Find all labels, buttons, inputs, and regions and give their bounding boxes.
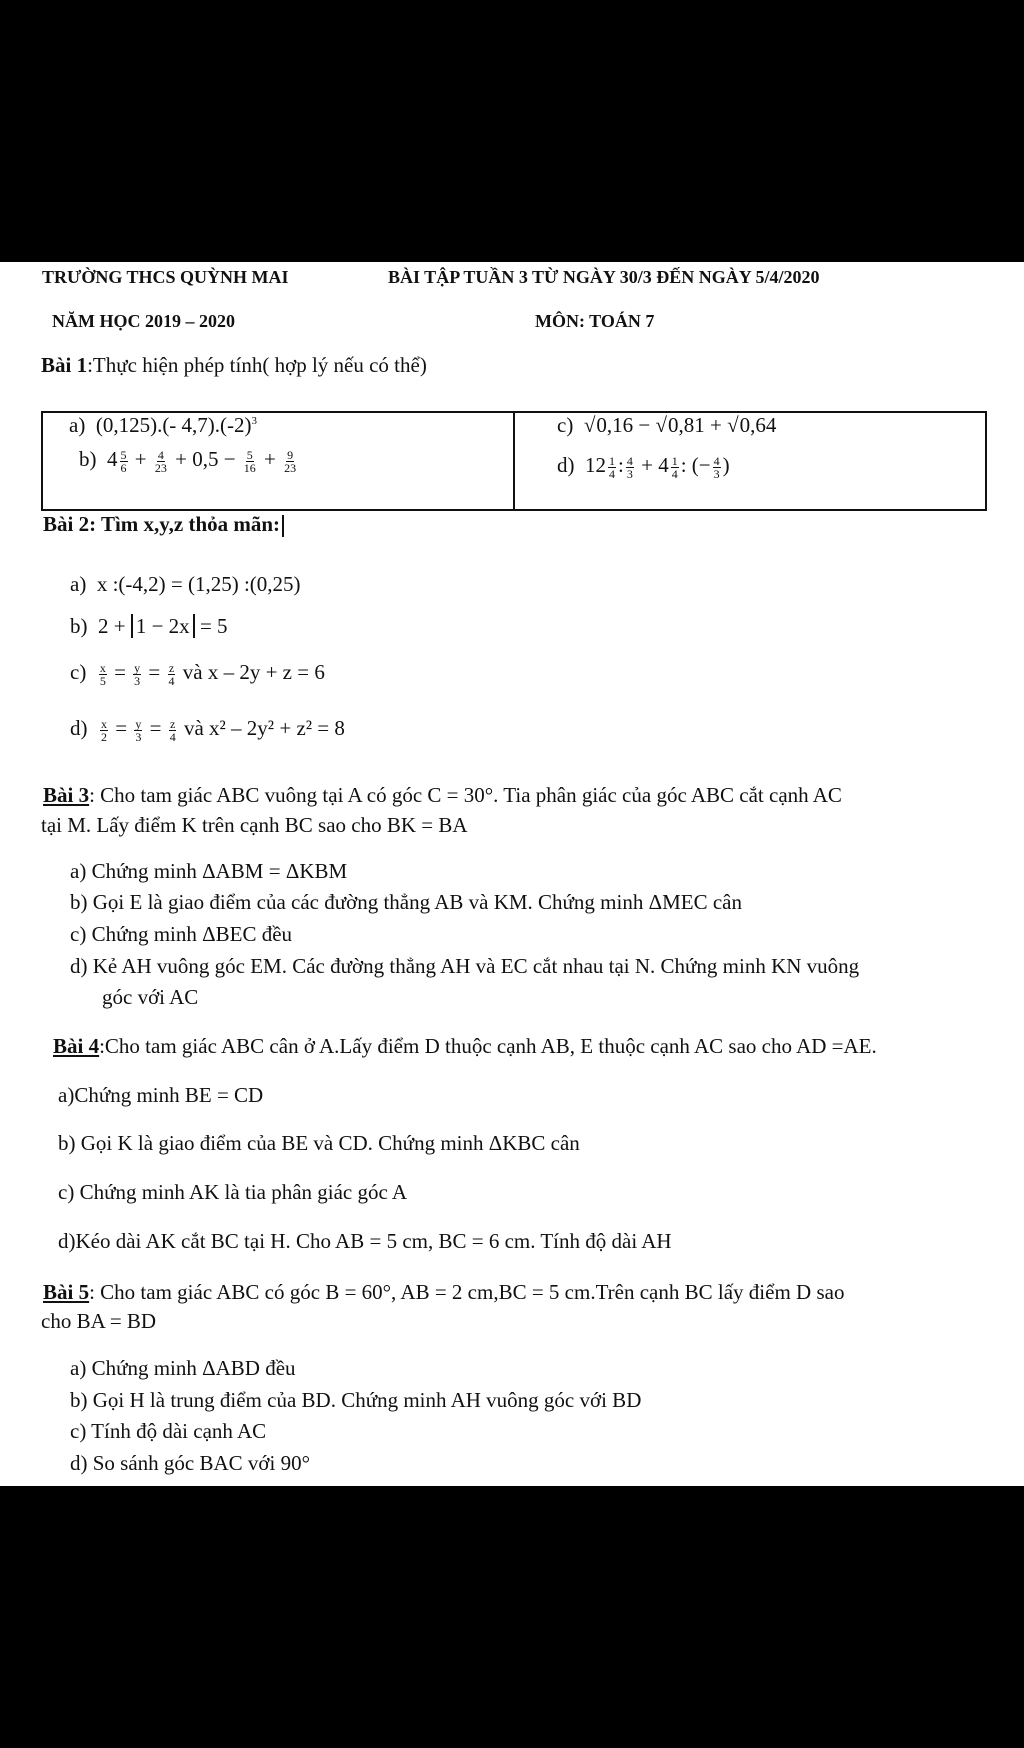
- assignment-title: BÀI TẬP TUẦN 3 TỪ NGÀY 30/3 ĐẾN NGÀY 5/4/2020: [388, 267, 820, 287]
- bai1-heading: [41, 353, 427, 378]
- bai2-b-text-3: = 5: [194, 614, 228, 638]
- bai1-b-label: b): [79, 447, 97, 471]
- bai1-a-label: a): [69, 413, 86, 437]
- fraction: [243, 449, 257, 474]
- bai4-item-a: a)Chứng minh BE = CD: [58, 1083, 264, 1107]
- bai5-item-c: c) Tính độ dài cạnh AC: [70, 1419, 267, 1443]
- bai1-b: b) 4 $\frac{5}{6}$ + $\frac{4}{23}$ + 0,5 − $\frac{5}{16}$ + $\frac{9}{23}$: [79, 447, 297, 475]
- text-cursor: [282, 515, 284, 537]
- bai4-item-b: b) Gọi K là giao điểm của BE và CD. Chứng minh ΔKBC cân: [58, 1131, 580, 1155]
- fraction: [671, 455, 679, 480]
- fraction: [626, 455, 634, 480]
- num: 1: [671, 453, 678, 468]
- bai2-c-label: c): [70, 660, 87, 684]
- bai2-c-text: và x – 2y + z = 6: [182, 660, 325, 684]
- bai5-item-d: d) So sánh góc BAC với 90°: [70, 1451, 311, 1475]
- bai2-a-label: a): [70, 572, 87, 596]
- den: 6: [120, 460, 127, 475]
- school-name: TRƯỜNG THCS QUỲNH MAI: [42, 267, 289, 287]
- bai2-c: c) $\frac{x}{5}$ = $\frac{y}{3}$ = $\frac{z}{4}$ và x – 2y + z = 6: [70, 660, 325, 688]
- bai3-label: Bài 3: [43, 783, 90, 807]
- bai5-item-a: a) Chứng minh ΔABD đều: [70, 1356, 296, 1380]
- fraction: [133, 662, 141, 687]
- d-whole-2: 4: [658, 453, 669, 477]
- bai2-a: [70, 572, 301, 597]
- num: 4: [626, 453, 633, 468]
- bai1-a-exp: 3: [251, 415, 258, 427]
- bai3-item-d: d) Kẻ AH vuông góc EM. Các đường thẳng AH và EC cắt nhau tại N. Chứng minh KN vuông: [70, 954, 860, 978]
- num: 5: [120, 447, 127, 462]
- den: 23: [154, 460, 167, 475]
- bai4-label: Bài 4: [53, 1034, 100, 1058]
- bai4-item-d: d)Kéo dài AK cắt BC tại H. Cho AB = 5 cm, BC = 6 cm. Tính độ dài AH: [58, 1229, 672, 1253]
- den: 4: [609, 466, 615, 481]
- den: 16: [243, 460, 256, 475]
- bai2-d-label: d): [70, 716, 88, 740]
- fraction: [168, 662, 176, 687]
- radicand: 0,16: [596, 413, 634, 437]
- fraction: [120, 449, 128, 474]
- bai5-item-b: b) Gọi H là trung điểm của BD. Chứng minh AH vuông góc với BD: [70, 1388, 642, 1412]
- bai3-line1: [43, 783, 842, 808]
- bai3-text1: : Cho tam giác ABC vuông tại A có góc C = 30°. Tia phân giác của góc ABC cắt cạnh AC: [89, 783, 842, 807]
- den: 3: [626, 466, 633, 481]
- den: 3: [135, 729, 142, 744]
- num: 9: [287, 447, 294, 462]
- radicand: 0,64: [739, 413, 777, 437]
- num: z: [168, 660, 175, 675]
- bai2-b-label: b): [70, 614, 88, 638]
- bai5-label: Bài 5: [43, 1280, 90, 1304]
- bai4-line1: [53, 1034, 877, 1059]
- bai1-c-label: c): [557, 413, 574, 437]
- fraction: [713, 455, 721, 480]
- bai2-b: [70, 614, 228, 639]
- den: 2: [101, 729, 107, 744]
- fraction: [99, 662, 107, 687]
- num: x: [99, 660, 106, 675]
- bai2-d-text: và x² – 2y² + z² = 8: [183, 716, 345, 740]
- bai5-text1: : Cho tam giác ABC có góc B = 60°, AB = 2 cm,BC = 5 cm.Trên cạnh BC lấy điểm D sao: [89, 1280, 845, 1304]
- bai1-a-expr: (0,125).(- 4,7).(-2): [95, 413, 252, 437]
- bai1-d-label: d): [557, 453, 575, 477]
- bai1-d: d) 12 $\frac{1}{4}$ : $\frac{4}{3}$ + 4 $\frac{1}{4}$ : (− $\frac{4}{3}$ ): [557, 453, 730, 481]
- table-divider: [513, 413, 515, 509]
- den: 23: [284, 460, 297, 475]
- fraction: [134, 718, 142, 743]
- bai1-table: [41, 411, 987, 511]
- bai3-item-b: b) Gọi E là giao điểm của các đường thẳng AB và KM. Chứng minh ΔMEC cân: [70, 890, 742, 914]
- num: y: [135, 716, 142, 731]
- fraction: [100, 718, 108, 743]
- num: 5: [246, 447, 253, 462]
- bai2-b-text-1: 2 +: [98, 614, 131, 638]
- den: 4: [169, 729, 176, 744]
- den: 4: [168, 673, 175, 688]
- den: 4: [671, 466, 678, 481]
- fraction: [154, 449, 168, 474]
- bai5-line1: [43, 1280, 844, 1305]
- num: 4: [157, 447, 164, 462]
- fraction: [169, 718, 177, 743]
- fraction: [283, 449, 297, 474]
- bai1-a: [69, 413, 257, 438]
- bai2-a-text: x :(-4,2) = (1,25) :(0,25): [96, 572, 301, 596]
- radicand: 0,81: [667, 413, 705, 437]
- bai5-line2: cho BA = BD: [41, 1309, 157, 1333]
- decimal: 0,5: [192, 447, 219, 471]
- den: 3: [134, 673, 141, 688]
- bai2-d: d) $\frac{x}{2}$ = $\frac{y}{3}$ = $\frac{z}{4}$ và x² – 2y² + z² = 8: [70, 716, 345, 744]
- num: 1: [609, 453, 615, 468]
- absolute-value: 1 − 2x: [131, 614, 195, 638]
- bai2-heading: [43, 512, 284, 537]
- bai3-line2: tại M. Lấy điểm K trên cạnh BC sao cho BK = BA: [41, 813, 468, 837]
- b-whole: 4: [107, 447, 118, 471]
- bai1-c: c) √0,16 − √0,81 + √0,64: [557, 413, 777, 437]
- school-year: NĂM HỌC 2019 – 2020: [52, 311, 235, 331]
- num: 4: [713, 453, 720, 468]
- bai2-title: Bài 2: Tìm x,y,z thỏa mãn:: [43, 512, 281, 536]
- bai1-label: Bài 1: [41, 353, 88, 377]
- num: z: [170, 716, 176, 731]
- bai3-item-a: a) Chứng minh ΔABM = ΔKBM: [70, 859, 348, 883]
- bai3-item-d-cont: góc với AC: [102, 985, 199, 1009]
- fraction: [608, 455, 616, 480]
- num: y: [134, 660, 141, 675]
- bai4-item-c: c) Chứng minh AK là tia phân giác góc A: [58, 1180, 408, 1204]
- d-whole: 12: [585, 453, 606, 477]
- num: x: [101, 716, 107, 731]
- bai1-text: :Thực hiện phép tính( hợp lý nếu có thể): [87, 353, 427, 377]
- bai4-text1: :Cho tam giác ABC cân ở A.Lấy điểm D thuộc cạnh AB, E thuộc cạnh AC sao cho AD =AE.: [99, 1034, 877, 1058]
- den: 3: [713, 466, 720, 481]
- den: 5: [99, 673, 106, 688]
- bai3-item-c: c) Chứng minh ΔBEC đều: [70, 922, 293, 946]
- subject: MÔN: TOÁN 7: [535, 311, 655, 331]
